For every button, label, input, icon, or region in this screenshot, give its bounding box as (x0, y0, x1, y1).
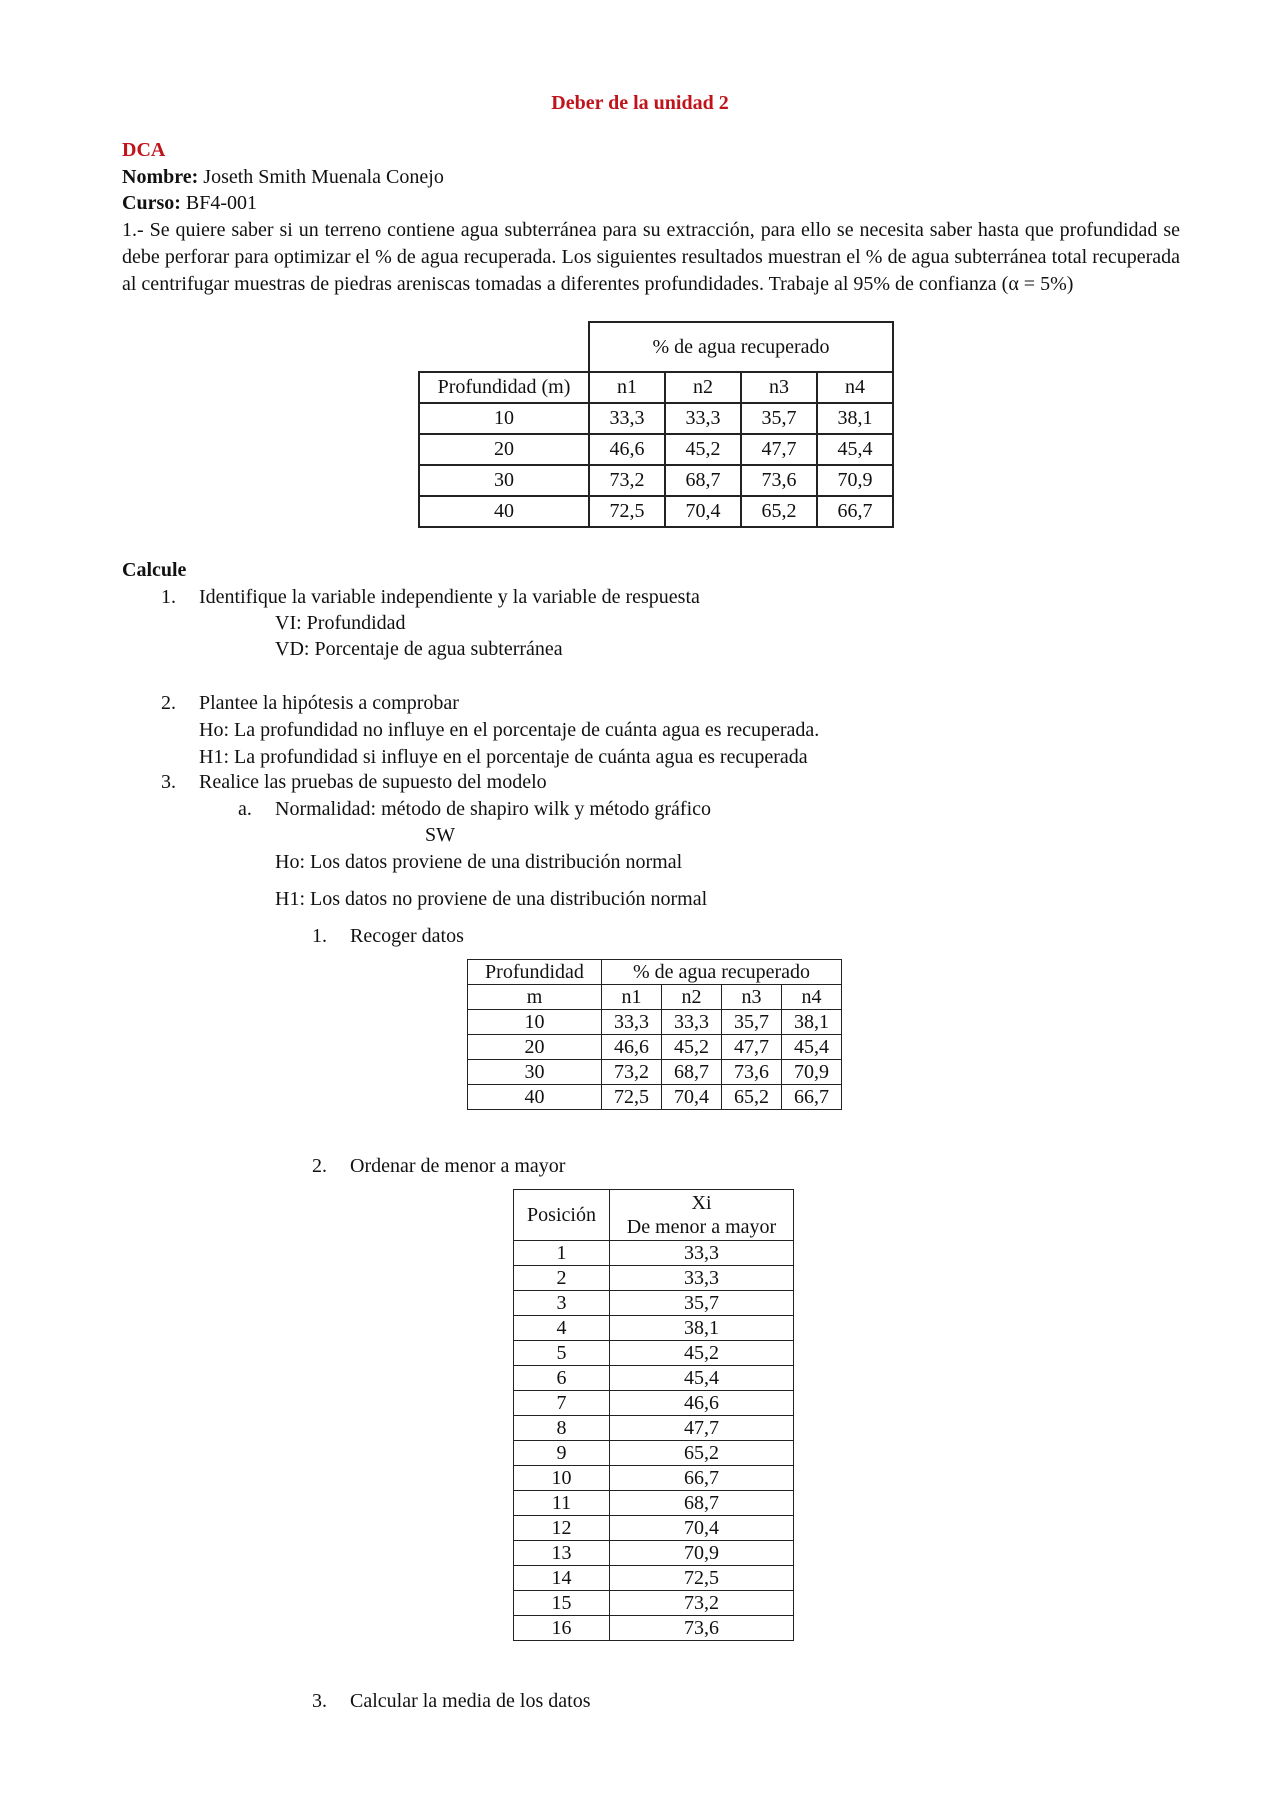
table-row (419, 434, 893, 465)
subitem-a-text: Normalidad: método de shapiro wilk y método gráfico (275, 798, 712, 820)
table-cell: 68,7 (662, 1060, 722, 1085)
dependent-variable: VD: Porcentaje de agua subterránea (275, 638, 563, 660)
table-group-header: % de agua recuperado (589, 322, 893, 372)
table-cell: 65,2 (741, 496, 817, 527)
alt-hypothesis: H1: La profundidad si influye en el porcentaje de cuánta agua es recuperada (199, 746, 808, 768)
item-number: 2. (161, 692, 176, 714)
table-cell: 45,4 (817, 434, 893, 465)
table-cell: 45,2 (662, 1035, 722, 1060)
table-cell: 30 (468, 1060, 602, 1085)
table-cell: 73,2 (610, 1591, 794, 1616)
table-cell: 10 (468, 1010, 602, 1035)
step-number: 2. (312, 1155, 327, 1177)
sw-null-hypothesis: Ho: Los datos proviene de una distribución normal (275, 851, 683, 873)
table-row (514, 1516, 794, 1541)
xi-label: Xi (691, 1192, 712, 1214)
table-cell: 10 (419, 403, 589, 434)
table-row (514, 1441, 794, 1466)
table-cell: 68,7 (610, 1491, 794, 1516)
table-cell: 33,3 (589, 403, 665, 434)
table-cell: 11 (514, 1491, 610, 1516)
table-row (514, 1566, 794, 1591)
table-cell: 4 (514, 1316, 610, 1341)
item-number: 1. (161, 586, 176, 608)
table-cell: 15 (514, 1591, 610, 1616)
step-number: 3. (312, 1690, 327, 1712)
item-1-text: Identifique la variable independiente y la variable de respuesta (199, 586, 700, 608)
table-cell: 35,7 (722, 1010, 782, 1035)
table-cell: 66,7 (782, 1085, 842, 1110)
course-line (122, 192, 257, 214)
table-cell: 14 (514, 1566, 610, 1591)
table-cell: 73,2 (589, 465, 665, 496)
document-title: Deber de la unidad 2 (551, 92, 729, 114)
table-cell: 45,2 (665, 434, 741, 465)
table-cell: 1 (514, 1241, 610, 1266)
table-header-position: Posición (514, 1190, 610, 1241)
table-header: n3 (741, 372, 817, 403)
table-cell: 65,2 (722, 1085, 782, 1110)
item-2-text: Plantee la hipótesis a comprobar (199, 692, 459, 714)
table-header: n4 (817, 372, 893, 403)
null-hypothesis: Ho: La profundidad no influye en el porcentaje de cuánta agua es recuperada. (199, 719, 820, 741)
table-cell: 33,3 (662, 1010, 722, 1035)
table-row (514, 1591, 794, 1616)
table-header: n3 (722, 985, 782, 1010)
table-row (514, 1416, 794, 1441)
table-header-unit: m (468, 985, 602, 1010)
table-row (419, 496, 893, 527)
table-cell: 47,7 (741, 434, 817, 465)
table-cell: 9 (514, 1441, 610, 1466)
table-cell: 73,6 (610, 1616, 794, 1641)
table-cell: 30 (419, 465, 589, 496)
table-row (514, 1491, 794, 1516)
table-cell: 68,7 (665, 465, 741, 496)
table-cell: 72,5 (589, 496, 665, 527)
table-cell: 40 (468, 1085, 602, 1110)
course-label: Curso: (122, 192, 181, 214)
name-value: Joseth Smith Muenala Conejo (203, 166, 444, 188)
table-row (514, 1266, 794, 1291)
step-2-text: Ordenar de menor a mayor (350, 1155, 566, 1177)
table-row (514, 1316, 794, 1341)
table-cell: 33,3 (610, 1266, 794, 1291)
table-row (514, 1341, 794, 1366)
table-cell: 2 (514, 1266, 610, 1291)
table-cell: 72,5 (610, 1566, 794, 1591)
table-cell: 70,4 (662, 1085, 722, 1110)
data-table-main (418, 321, 894, 528)
table-cell: 8 (514, 1416, 610, 1441)
course-value: BF4-001 (185, 192, 258, 214)
table-cell: 20 (419, 434, 589, 465)
step-1-text: Recoger datos (350, 925, 464, 947)
table-row (514, 1291, 794, 1316)
item-3-text: Realice las pruebas de supuesto del modelo (199, 771, 547, 793)
table-cell: 10 (514, 1466, 610, 1491)
table-cell: 5 (514, 1341, 610, 1366)
step-number: 1. (312, 925, 327, 947)
table-cell: 13 (514, 1541, 610, 1566)
table-cell: 46,6 (610, 1391, 794, 1416)
table-cell: 70,4 (610, 1516, 794, 1541)
step-3-text: Calcular la media de los datos (350, 1690, 591, 1712)
table-cell: 45,2 (610, 1341, 794, 1366)
table-cell: 65,2 (610, 1441, 794, 1466)
table-cell: 73,6 (741, 465, 817, 496)
table-cell: 38,1 (817, 403, 893, 434)
table-row (468, 1060, 842, 1085)
table-cell: 70,9 (817, 465, 893, 496)
table-cell: 12 (514, 1516, 610, 1541)
table-cell: 7 (514, 1391, 610, 1416)
table-cell: 16 (514, 1616, 610, 1641)
table-header-depth: Profundidad (468, 960, 602, 985)
table-row (514, 1541, 794, 1566)
table-row (514, 1241, 794, 1266)
table-group-header: % de agua recuperado (602, 960, 842, 985)
xi-sublabel: De menor a mayor (626, 1216, 777, 1238)
table-cell: 38,1 (610, 1316, 794, 1341)
table-cell: 45,4 (610, 1366, 794, 1391)
name-line (122, 166, 444, 188)
subitem-letter: a. (238, 798, 252, 820)
table-cell: 72,5 (602, 1085, 662, 1110)
table-cell: 66,7 (817, 496, 893, 527)
sorted-data-table (513, 1189, 794, 1641)
table-cell: 20 (468, 1035, 602, 1060)
table-cell: 6 (514, 1366, 610, 1391)
problem-statement: 1.- Se quiere saber si un terreno contiene agua subterránea para su extracción, para ello se necesita saber hasta que profundidad se debe perforar para optimizar el % de agua recuperada. Los siguientes resultados muestran el % de agua subterránea total recuperada al centrifugar muestras de piedras areniscas tomadas a diferentes profundidades. Trabaje al 95% de confianza (α = 5%) (122, 219, 1180, 295)
table-cell: 70,9 (782, 1060, 842, 1085)
table-header: n2 (662, 985, 722, 1010)
table-header-depth: Profundidad (m) (419, 372, 589, 403)
table-row (419, 465, 893, 496)
data-table-collected (467, 959, 842, 1110)
table-row (468, 1010, 842, 1035)
table-row (468, 1085, 842, 1110)
item-number: 3. (161, 771, 176, 793)
table-row (419, 403, 893, 434)
table-cell: 40 (419, 496, 589, 527)
table-header: n1 (602, 985, 662, 1010)
table-cell: 73,6 (722, 1060, 782, 1085)
table-row (514, 1391, 794, 1416)
table-row (468, 1035, 842, 1060)
name-label: Nombre: (122, 166, 199, 188)
table-cell: 45,4 (782, 1035, 842, 1060)
table-row (514, 1466, 794, 1491)
independent-variable: VI: Profundidad (275, 612, 406, 634)
table-cell: 38,1 (782, 1010, 842, 1035)
sw-label: SW (425, 824, 455, 846)
table-cell: 47,7 (610, 1416, 794, 1441)
section-label: DCA (122, 139, 166, 161)
table-cell: 66,7 (610, 1466, 794, 1491)
table-header-xi (610, 1190, 794, 1241)
sw-alt-hypothesis: H1: Los datos no proviene de una distribución normal (275, 888, 708, 910)
table-cell: 35,7 (741, 403, 817, 434)
table-header: n1 (589, 372, 665, 403)
table-row (514, 1366, 794, 1391)
table-cell: 47,7 (722, 1035, 782, 1060)
table-cell: 70,9 (610, 1541, 794, 1566)
table-cell: 35,7 (610, 1291, 794, 1316)
table-header: n2 (665, 372, 741, 403)
table-cell: 46,6 (589, 434, 665, 465)
table-cell: 33,3 (665, 403, 741, 434)
calcule-heading: Calcule (122, 559, 187, 581)
table-cell: 70,4 (665, 496, 741, 527)
table-cell: 33,3 (602, 1010, 662, 1035)
table-cell: 73,2 (602, 1060, 662, 1085)
table-cell: 3 (514, 1291, 610, 1316)
table-header: n4 (782, 985, 842, 1010)
table-cell: 33,3 (610, 1241, 794, 1266)
table-corner (419, 322, 589, 372)
table-row (514, 1616, 794, 1641)
table-cell: 46,6 (602, 1035, 662, 1060)
